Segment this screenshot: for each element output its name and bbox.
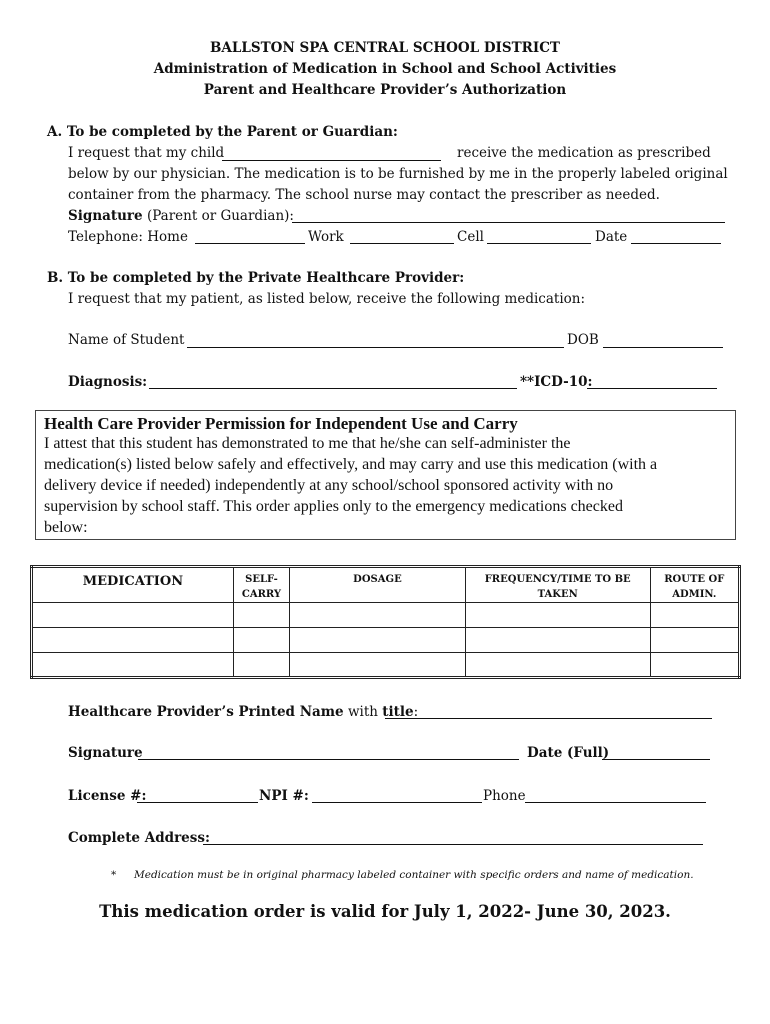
parent-signature-label: Signature (Parent or Guardian): [68, 208, 294, 224]
permission-text-line: delivery device if needed) independently at any school/school sponsored activity with no [44, 477, 614, 494]
provider-name-label: Healthcare Provider’s Printed Name with title: [68, 704, 419, 720]
district-title: BALLSTON SPA CENTRAL SCHOOL DISTRICT [210, 40, 560, 56]
provider-signature-label: Signature [68, 745, 143, 761]
dosage-cell[interactable] [290, 653, 466, 678]
validity-statement: This medication order is valid for July 1, 2022- June 30, 2023. [99, 902, 671, 921]
dosage-cell[interactable] [290, 628, 466, 653]
phone-label: Phone [483, 788, 526, 804]
footnote-text: Medication must be in original pharmacy labeled container with specific orders and name of medication. [134, 869, 694, 881]
permission-text-line: medication(s) listed below safely and effectively, and may carry and use this medication (with a [44, 456, 658, 473]
dob-field[interactable] [603, 347, 723, 348]
section-a-text: I request that my child [68, 145, 225, 161]
medication-cell[interactable] [32, 603, 234, 628]
cell-phone-field[interactable] [487, 243, 591, 244]
npi-label: NPI #: [259, 788, 309, 804]
frequency-cell[interactable] [465, 653, 650, 678]
table-row [32, 603, 740, 628]
route-cell[interactable] [650, 653, 739, 678]
license-label: License #: [68, 788, 147, 804]
provider-date-label: Date (Full) [527, 745, 610, 761]
diagnosis-label: Diagnosis: [68, 374, 148, 390]
self-carry-cell[interactable] [233, 653, 289, 678]
parent-date-field[interactable] [631, 243, 721, 244]
dosage-cell[interactable] [290, 603, 466, 628]
section-a-text: receive the medication as prescribed [457, 145, 711, 161]
footnote-star: * [111, 869, 117, 881]
provider-date-field[interactable] [602, 759, 710, 760]
permission-text-line: supervision by school staff. This order applies only to the emergency medications checked [44, 498, 623, 515]
icd10-field[interactable] [587, 388, 717, 389]
table-header-row [32, 567, 740, 603]
frequency-header: FREQUENCY/TIME TO BE TAKEN [465, 567, 650, 603]
medication-table [30, 565, 741, 679]
frequency-cell[interactable] [465, 628, 650, 653]
parent-date-label: Date [595, 229, 628, 245]
npi-field[interactable] [312, 802, 482, 803]
license-field[interactable] [137, 802, 258, 803]
route-cell[interactable] [650, 603, 739, 628]
frequency-cell[interactable] [465, 603, 650, 628]
section-a-text: container from the pharmacy. The school nurse may contact the prescriber as needed. [68, 187, 660, 203]
provider-name-field[interactable] [385, 718, 712, 719]
table-row [32, 653, 740, 678]
student-name-field[interactable] [187, 347, 564, 348]
form-subtitle: Parent and Healthcare Provider’s Authorization [203, 82, 567, 98]
section-b-text: I request that my patient, as listed below, receive the following medication: [68, 291, 586, 307]
address-field[interactable] [203, 844, 703, 845]
home-phone-label: Telephone: Home [68, 229, 188, 245]
phone-field[interactable] [525, 802, 706, 803]
permission-title: Health Care Provider Permission for Independent Use and Carry [44, 414, 518, 433]
permission-text-line: below: [44, 519, 88, 536]
route-cell[interactable] [650, 628, 739, 653]
section-b-heading: B. To be completed by the Private Healthcare Provider: [47, 270, 465, 286]
medication-header: MEDICATION [32, 567, 234, 603]
permission-text-line: I attest that this student has demonstrated to me that he/she can self-administer the [44, 435, 571, 452]
provider-signature-field[interactable] [138, 759, 519, 760]
medication-cell[interactable] [32, 653, 234, 678]
section-a-text: below by our physician. The medication is to be furnished by me in the properly labeled original [68, 166, 728, 182]
address-label: Complete Address: [68, 830, 210, 846]
work-phone-field[interactable] [350, 243, 454, 244]
self-carry-cell[interactable] [233, 628, 289, 653]
home-phone-field[interactable] [195, 243, 305, 244]
medication-cell[interactable] [32, 628, 234, 653]
form-title: Administration of Medication in School and School Activities [153, 61, 617, 77]
parent-signature-field[interactable] [292, 222, 725, 223]
table-row [32, 628, 740, 653]
section-a-heading: A. To be completed by the Parent or Guardian: [47, 124, 398, 140]
dob-label: DOB [567, 332, 599, 348]
diagnosis-field[interactable] [149, 388, 517, 389]
work-phone-label: Work [308, 229, 344, 245]
student-name-label: Name of Student [68, 332, 185, 348]
route-header: ROUTE OF ADMIN. [650, 567, 739, 603]
dosage-header: DOSAGE [290, 567, 466, 603]
cell-phone-label: Cell [457, 229, 484, 245]
icd10-label: **ICD-10: [520, 374, 593, 390]
self-carry-cell[interactable] [233, 603, 289, 628]
self-carry-header: SELF- CARRY [233, 567, 289, 603]
child-name-field[interactable] [222, 160, 441, 161]
